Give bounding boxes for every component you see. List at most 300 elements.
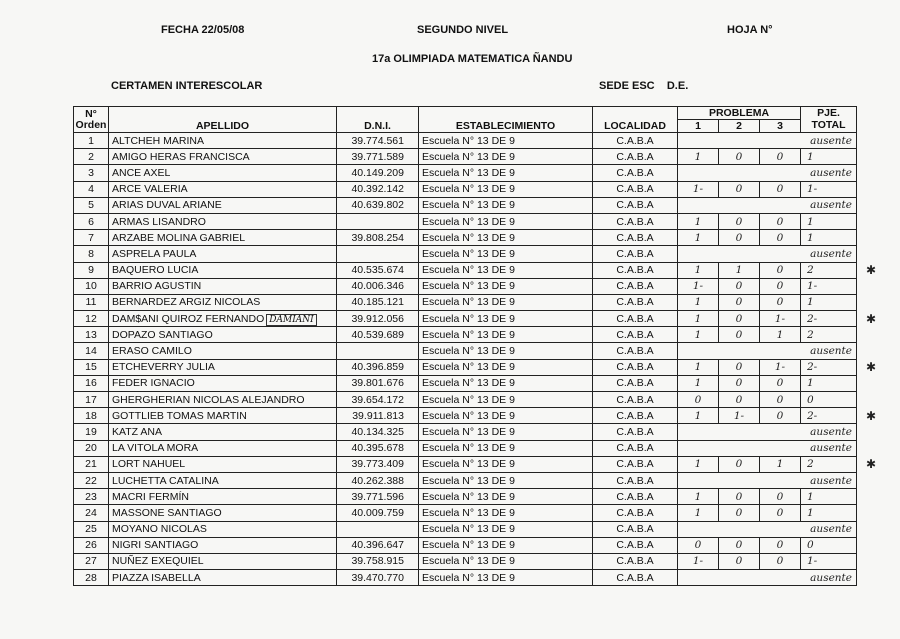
localidad-cell: C.A.B.A (593, 294, 678, 310)
results-table (73, 106, 857, 586)
apellido-text: BARRIO AGUSTIN (112, 280, 202, 293)
localidad-cell: C.A.B.A (593, 230, 678, 246)
establecimiento-cell: Escuela N° 13 DE 9 (419, 262, 593, 278)
establecimiento-cell: Escuela N° 13 DE 9 (419, 408, 593, 424)
apellido-text: DAM$ANI QUIROZ FERNANDO (112, 312, 265, 325)
margin-star-mark: ✱ (866, 263, 877, 277)
table-row (74, 294, 857, 310)
fecha-label: FECHA 22/05/08 (161, 24, 245, 36)
dni-cell: 40.639.802 (337, 197, 419, 213)
absent-note: ausente (678, 197, 857, 213)
orden-cell: 3 (74, 165, 109, 181)
problem-2-score: 0 (719, 311, 760, 327)
apellido-text: DOPAZO SANTIAGO (112, 328, 213, 341)
table-row (74, 181, 857, 197)
orden-cell: 23 (74, 489, 109, 505)
problem-1-score: 1 (678, 262, 719, 278)
table-row (74, 537, 857, 553)
total-score: 1- (801, 181, 857, 197)
absent-note: ausente (678, 440, 857, 456)
orden-cell: 26 (74, 537, 109, 553)
apellido-text: ARZABE MOLINA GABRIEL (112, 231, 246, 244)
apellido-cell (109, 262, 337, 278)
apellido-cell (109, 294, 337, 310)
table-row (74, 197, 857, 213)
localidad-cell: C.A.B.A (593, 311, 678, 327)
dni-cell: 39.912.056 (337, 311, 419, 327)
problem-1-score: 1 (678, 213, 719, 229)
absent-note: ausente (678, 165, 857, 181)
problem-1-score: 1 (678, 456, 719, 472)
apellido-text: ARMAS LISANDRO (112, 215, 206, 228)
localidad-cell: C.A.B.A (593, 505, 678, 521)
table-row (74, 327, 857, 343)
localidad-cell: C.A.B.A (593, 343, 678, 359)
table-row (74, 359, 857, 375)
establecimiento-cell: Escuela N° 13 DE 9 (419, 327, 593, 343)
apellido-cell (109, 505, 337, 521)
dni-cell: 40.185.121 (337, 294, 419, 310)
orden-cell: 1 (74, 133, 109, 149)
problem-2-score: 0 (719, 456, 760, 472)
apellido-text: MACRI FERMÍN (112, 490, 189, 503)
establecimiento-cell: Escuela N° 13 DE 9 (419, 311, 593, 327)
orden-cell: 7 (74, 230, 109, 246)
orden-cell: 11 (74, 294, 109, 310)
dni-cell: 39.773.409 (337, 456, 419, 472)
apellido-text: GOTTLIEB TOMAS MARTIN (112, 409, 247, 422)
margin-star-mark: ✱ (866, 360, 877, 375)
problem-1-score: 1 (678, 489, 719, 505)
total-score: 2- (801, 408, 857, 424)
table-row (74, 505, 857, 521)
problem-3-score: 0 (760, 181, 801, 197)
orden-cell: 22 (74, 472, 109, 488)
apellido-text: ARCE VALERIA (112, 183, 188, 196)
localidad-cell: C.A.B.A (593, 246, 678, 262)
problem-1-score: 1 (678, 230, 719, 246)
absent-note: ausente (678, 133, 857, 149)
table-row (74, 489, 857, 505)
problem-2-score: 0 (719, 375, 760, 391)
table-row (74, 521, 857, 537)
establecimiento-cell: Escuela N° 13 DE 9 (419, 230, 593, 246)
localidad-header: LOCALIDAD (593, 107, 678, 133)
dni-cell: 39.654.172 (337, 392, 419, 408)
orden-cell: 14 (74, 343, 109, 359)
total-score: 2- (801, 359, 857, 375)
problem-1-score: 1 (678, 294, 719, 310)
orden-cell: 24 (74, 505, 109, 521)
apellido-text: NUÑEZ EXEQUIEL (112, 555, 204, 568)
absent-note: ausente (678, 343, 857, 359)
problem-2-score: 0 (719, 294, 760, 310)
apellido-text: FEDER IGNACIO (112, 377, 195, 390)
problem-2-score: 0 (719, 149, 760, 165)
total-score: 2 (801, 327, 857, 343)
table-row (74, 246, 857, 262)
apellido-cell (109, 489, 337, 505)
dni-cell: 40.395.678 (337, 440, 419, 456)
table-row (74, 570, 857, 586)
apellido-cell (109, 230, 337, 246)
total-score: 1- (801, 553, 857, 569)
total-score: 2 (801, 262, 857, 278)
establecimiento-cell: Escuela N° 13 DE 9 (419, 375, 593, 391)
orden-cell: 4 (74, 181, 109, 197)
problem-3-score: 1 (760, 327, 801, 343)
total-score: 2- (801, 311, 857, 327)
problem-2-score: 1- (719, 408, 760, 424)
apellido-text: LORT NAHUEL (112, 458, 186, 471)
problem-3-score: 0 (760, 262, 801, 278)
establecimiento-cell: Escuela N° 13 DE 9 (419, 181, 593, 197)
apellido-cell (109, 133, 337, 149)
localidad-cell: C.A.B.A (593, 424, 678, 440)
total-score: 1 (801, 375, 857, 391)
problem-1-score: 1 (678, 505, 719, 521)
problem-2-score: 0 (719, 327, 760, 343)
apellido-text: LA VITOLA MORA (112, 442, 199, 455)
apellido-cell (109, 311, 337, 327)
dni-cell: 40.396.859 (337, 359, 419, 375)
problem-3-score: 0 (760, 294, 801, 310)
localidad-cell: C.A.B.A (593, 472, 678, 488)
apellido-cell (109, 181, 337, 197)
establecimiento-cell: Escuela N° 13 DE 9 (419, 553, 593, 569)
table-row (74, 424, 857, 440)
orden-cell: 2 (74, 149, 109, 165)
apellido-cell (109, 424, 337, 440)
total-score: 1 (801, 230, 857, 246)
apellido-cell (109, 343, 337, 359)
problem-2-score: 0 (719, 553, 760, 569)
establecimiento-cell: Escuela N° 13 DE 9 (419, 392, 593, 408)
establecimiento-cell: Escuela N° 13 DE 9 (419, 165, 593, 181)
problem-1-score: 1- (678, 553, 719, 569)
problem-2-score: 0 (719, 278, 760, 294)
problema-header: PROBLEMA (678, 107, 801, 120)
margin-star-mark: ✱ (866, 457, 877, 472)
apellido-cell (109, 521, 337, 537)
nivel-label: SEGUNDO NIVEL (417, 24, 509, 36)
total-score: 1 (801, 149, 857, 165)
apellido-cell (109, 278, 337, 294)
problem-3-score: 0 (760, 230, 801, 246)
establecimiento-cell: Escuela N° 13 DE 9 (419, 359, 593, 375)
problem-3-score: 1- (760, 359, 801, 375)
table-row (74, 311, 857, 327)
orden-cell: 17 (74, 392, 109, 408)
problem-3-score: 0 (760, 505, 801, 521)
absent-note: ausente (678, 424, 857, 440)
margin-star-mark: ✱ (866, 311, 877, 326)
orden-cell: 8 (74, 246, 109, 262)
dni-cell: 40.134.325 (337, 424, 419, 440)
orden-cell: 21 (74, 456, 109, 472)
dni-cell: 39.470.770 (337, 570, 419, 586)
establecimiento-cell: Escuela N° 13 DE 9 (419, 424, 593, 440)
localidad-cell: C.A.B.A (593, 392, 678, 408)
table-row (74, 440, 857, 456)
orden-cell: 12 (74, 311, 109, 327)
dni-cell: 39.771.589 (337, 149, 419, 165)
apellido-text: ALTCHEH MARINA (112, 134, 204, 147)
total-score: 1 (801, 505, 857, 521)
dni-cell: 40.396.647 (337, 537, 419, 553)
establecimiento-cell: Escuela N° 13 DE 9 (419, 149, 593, 165)
dni-cell: 40.009.759 (337, 505, 419, 521)
orden-cell: 28 (74, 570, 109, 586)
dni-cell: 40.262.388 (337, 472, 419, 488)
establecimiento-cell: Escuela N° 13 DE 9 (419, 294, 593, 310)
apellido-text: KATZ ANA (112, 425, 162, 438)
apellido-cell (109, 553, 337, 569)
absent-note: ausente (678, 570, 857, 586)
problem-3-score: 0 (760, 553, 801, 569)
dni-cell: 40.149.209 (337, 165, 419, 181)
problem-2-score: 1 (719, 262, 760, 278)
establecimiento-cell: Escuela N° 13 DE 9 (419, 472, 593, 488)
orden-cell: 19 (74, 424, 109, 440)
dni-cell: 39.808.254 (337, 230, 419, 246)
apellido-text: ETCHEVERRY JULIA (112, 361, 215, 374)
table-row (74, 133, 857, 149)
dni-cell: 39.758.915 (337, 553, 419, 569)
establecimiento-cell: Escuela N° 13 DE 9 (419, 456, 593, 472)
apellido-cell (109, 408, 337, 424)
dni-cell: 40.535.674 (337, 262, 419, 278)
table-row (74, 472, 857, 488)
apellido-text: ARIAS DUVAL ARIANE (112, 199, 222, 212)
orden-header: N° Orden (74, 107, 109, 133)
p2-header: 2 (719, 120, 760, 133)
dni-cell (337, 246, 419, 262)
establecimiento-cell: Escuela N° 13 DE 9 (419, 246, 593, 262)
problem-1-score: 1- (678, 181, 719, 197)
dni-cell (337, 213, 419, 229)
localidad-cell: C.A.B.A (593, 165, 678, 181)
dni-cell (337, 521, 419, 537)
establecimiento-cell: Escuela N° 13 DE 9 (419, 521, 593, 537)
table-row (74, 343, 857, 359)
total-score: 2 (801, 456, 857, 472)
table-row (74, 553, 857, 569)
apellido-text: MASSONE SANTIAGO (112, 506, 222, 519)
problem-1-score: 1 (678, 359, 719, 375)
problem-3-score: 0 (760, 489, 801, 505)
apellido-cell (109, 327, 337, 343)
problem-1-score: 1- (678, 278, 719, 294)
orden-cell: 10 (74, 278, 109, 294)
orden-cell: 25 (74, 521, 109, 537)
total-score: 1- (801, 278, 857, 294)
localidad-cell: C.A.B.A (593, 278, 678, 294)
localidad-cell: C.A.B.A (593, 327, 678, 343)
dni-cell: 39.774.561 (337, 133, 419, 149)
margin-star-mark: ✱ (866, 408, 877, 423)
orden-cell: 6 (74, 213, 109, 229)
table-row (74, 230, 857, 246)
localidad-cell: C.A.B.A (593, 149, 678, 165)
apellido-text: MOYANO NICOLAS (112, 523, 207, 536)
dni-cell: 39.771.596 (337, 489, 419, 505)
problem-3-score: 0 (760, 375, 801, 391)
total-score: 1 (801, 489, 857, 505)
localidad-cell: C.A.B.A (593, 537, 678, 553)
dni-cell: 40.392.142 (337, 181, 419, 197)
problem-3-score: 0 (760, 278, 801, 294)
problem-1-score: 1 (678, 408, 719, 424)
problem-2-score: 0 (719, 392, 760, 408)
apellido-cell (109, 456, 337, 472)
problem-3-score: 0 (760, 213, 801, 229)
problem-3-score: 1 (760, 456, 801, 472)
problem-3-score: 0 (760, 537, 801, 553)
dni-cell: 39.801.676 (337, 375, 419, 391)
orden-cell: 15 (74, 359, 109, 375)
apellido-cell (109, 440, 337, 456)
olimpiada-title: 17a OLIMPIADA MATEMATICA ÑANDU (372, 53, 573, 65)
apellido-cell (109, 472, 337, 488)
orden-cell: 13 (74, 327, 109, 343)
table-row (74, 392, 857, 408)
problem-3-score: 1- (760, 311, 801, 327)
p1-header: 1 (678, 120, 719, 133)
localidad-cell: C.A.B.A (593, 213, 678, 229)
apellido-header: APELLIDO (109, 107, 337, 133)
localidad-cell: C.A.B.A (593, 553, 678, 569)
establecimiento-cell: Escuela N° 13 DE 9 (419, 278, 593, 294)
localidad-cell: C.A.B.A (593, 133, 678, 149)
establecimiento-cell: Escuela N° 13 DE 9 (419, 197, 593, 213)
apellido-cell (109, 570, 337, 586)
apellido-text: PIAZZA ISABELLA (112, 571, 201, 584)
table-row (74, 408, 857, 424)
absent-note: ausente (678, 521, 857, 537)
apellido-cell (109, 149, 337, 165)
apellido-text: ANCE AXEL (112, 166, 171, 179)
establecimiento-header: ESTABLECIMIENTO (419, 107, 593, 133)
localidad-cell: C.A.B.A (593, 197, 678, 213)
apellido-text: AMIGO HERAS FRANCISCA (112, 150, 250, 163)
absent-note: ausente (678, 246, 857, 262)
orden-cell: 20 (74, 440, 109, 456)
table-row (74, 165, 857, 181)
localidad-cell: C.A.B.A (593, 181, 678, 197)
sede-label: SEDE ESC D.E. (599, 80, 689, 92)
pje-header: PJE. (801, 107, 857, 120)
apellido-cell (109, 359, 337, 375)
problem-3-score: 0 (760, 149, 801, 165)
localidad-cell: C.A.B.A (593, 262, 678, 278)
establecimiento-cell: Escuela N° 13 DE 9 (419, 505, 593, 521)
apellido-cell (109, 213, 337, 229)
problem-2-score: 0 (719, 489, 760, 505)
localidad-cell: C.A.B.A (593, 375, 678, 391)
dni-cell: 40.006.346 (337, 278, 419, 294)
orden-cell: 16 (74, 375, 109, 391)
problem-1-score: 1 (678, 311, 719, 327)
dni-header: D.N.I. (337, 107, 419, 133)
apellido-text: NIGRI SANTIAGO (112, 539, 199, 552)
hoja-label: HOJA N° (727, 24, 773, 36)
table-row (74, 278, 857, 294)
establecimiento-cell: Escuela N° 13 DE 9 (419, 537, 593, 553)
table-row (74, 456, 857, 472)
problem-2-score: 0 (719, 505, 760, 521)
apellido-cell (109, 375, 337, 391)
apellido-text: LUCHETTA CATALINA (112, 474, 219, 487)
localidad-cell: C.A.B.A (593, 489, 678, 505)
handwritten-name-note: DAMIANI (266, 314, 316, 326)
problem-2-score: 0 (719, 181, 760, 197)
orden-cell: 27 (74, 553, 109, 569)
total-score: 0 (801, 537, 857, 553)
dni-cell: 39.911.813 (337, 408, 419, 424)
localidad-cell: C.A.B.A (593, 440, 678, 456)
certamen-label: CERTAMEN INTERESCOLAR (111, 80, 263, 92)
problem-2-score: 0 (719, 537, 760, 553)
problem-1-score: 0 (678, 392, 719, 408)
apellido-cell (109, 165, 337, 181)
apellido-text: BERNARDEZ ARGIZ NICOLAS (112, 296, 261, 309)
dni-cell: 40.539.689 (337, 327, 419, 343)
localidad-cell: C.A.B.A (593, 521, 678, 537)
table-row (74, 262, 857, 278)
total-header: TOTAL (801, 120, 857, 133)
problem-1-score: 1 (678, 149, 719, 165)
problem-3-score: 0 (760, 392, 801, 408)
apellido-text: ASPRELA PAULA (112, 247, 197, 260)
problem-3-score: 0 (760, 408, 801, 424)
table-row (74, 375, 857, 391)
problem-2-score: 0 (719, 359, 760, 375)
orden-cell: 18 (74, 408, 109, 424)
problem-2-score: 0 (719, 230, 760, 246)
localidad-cell: C.A.B.A (593, 359, 678, 375)
apellido-text: ERASO CAMILO (112, 345, 192, 358)
total-score: 1 (801, 294, 857, 310)
localidad-cell: C.A.B.A (593, 408, 678, 424)
table-row (74, 213, 857, 229)
apellido-cell (109, 197, 337, 213)
dni-cell (337, 343, 419, 359)
problem-1-score: 1 (678, 327, 719, 343)
absent-note: ausente (678, 472, 857, 488)
problem-2-score: 0 (719, 213, 760, 229)
establecimiento-cell: Escuela N° 13 DE 9 (419, 343, 593, 359)
establecimiento-cell: Escuela N° 13 DE 9 (419, 489, 593, 505)
apellido-text: BAQUERO LUCIA (112, 264, 199, 277)
apellido-cell (109, 392, 337, 408)
orden-cell: 5 (74, 197, 109, 213)
apellido-text: GHERGHERIAN NICOLAS ALEJANDRO (112, 393, 305, 406)
establecimiento-cell: Escuela N° 13 DE 9 (419, 213, 593, 229)
p3-header: 3 (760, 120, 801, 133)
localidad-cell: C.A.B.A (593, 456, 678, 472)
localidad-cell: C.A.B.A (593, 570, 678, 586)
problem-1-score: 0 (678, 537, 719, 553)
apellido-cell (109, 246, 337, 262)
problem-1-score: 1 (678, 375, 719, 391)
establecimiento-cell: Escuela N° 13 DE 9 (419, 133, 593, 149)
total-score: 1 (801, 213, 857, 229)
apellido-cell (109, 537, 337, 553)
establecimiento-cell: Escuela N° 13 DE 9 (419, 440, 593, 456)
establecimiento-cell: Escuela N° 13 DE 9 (419, 570, 593, 586)
table-row (74, 149, 857, 165)
